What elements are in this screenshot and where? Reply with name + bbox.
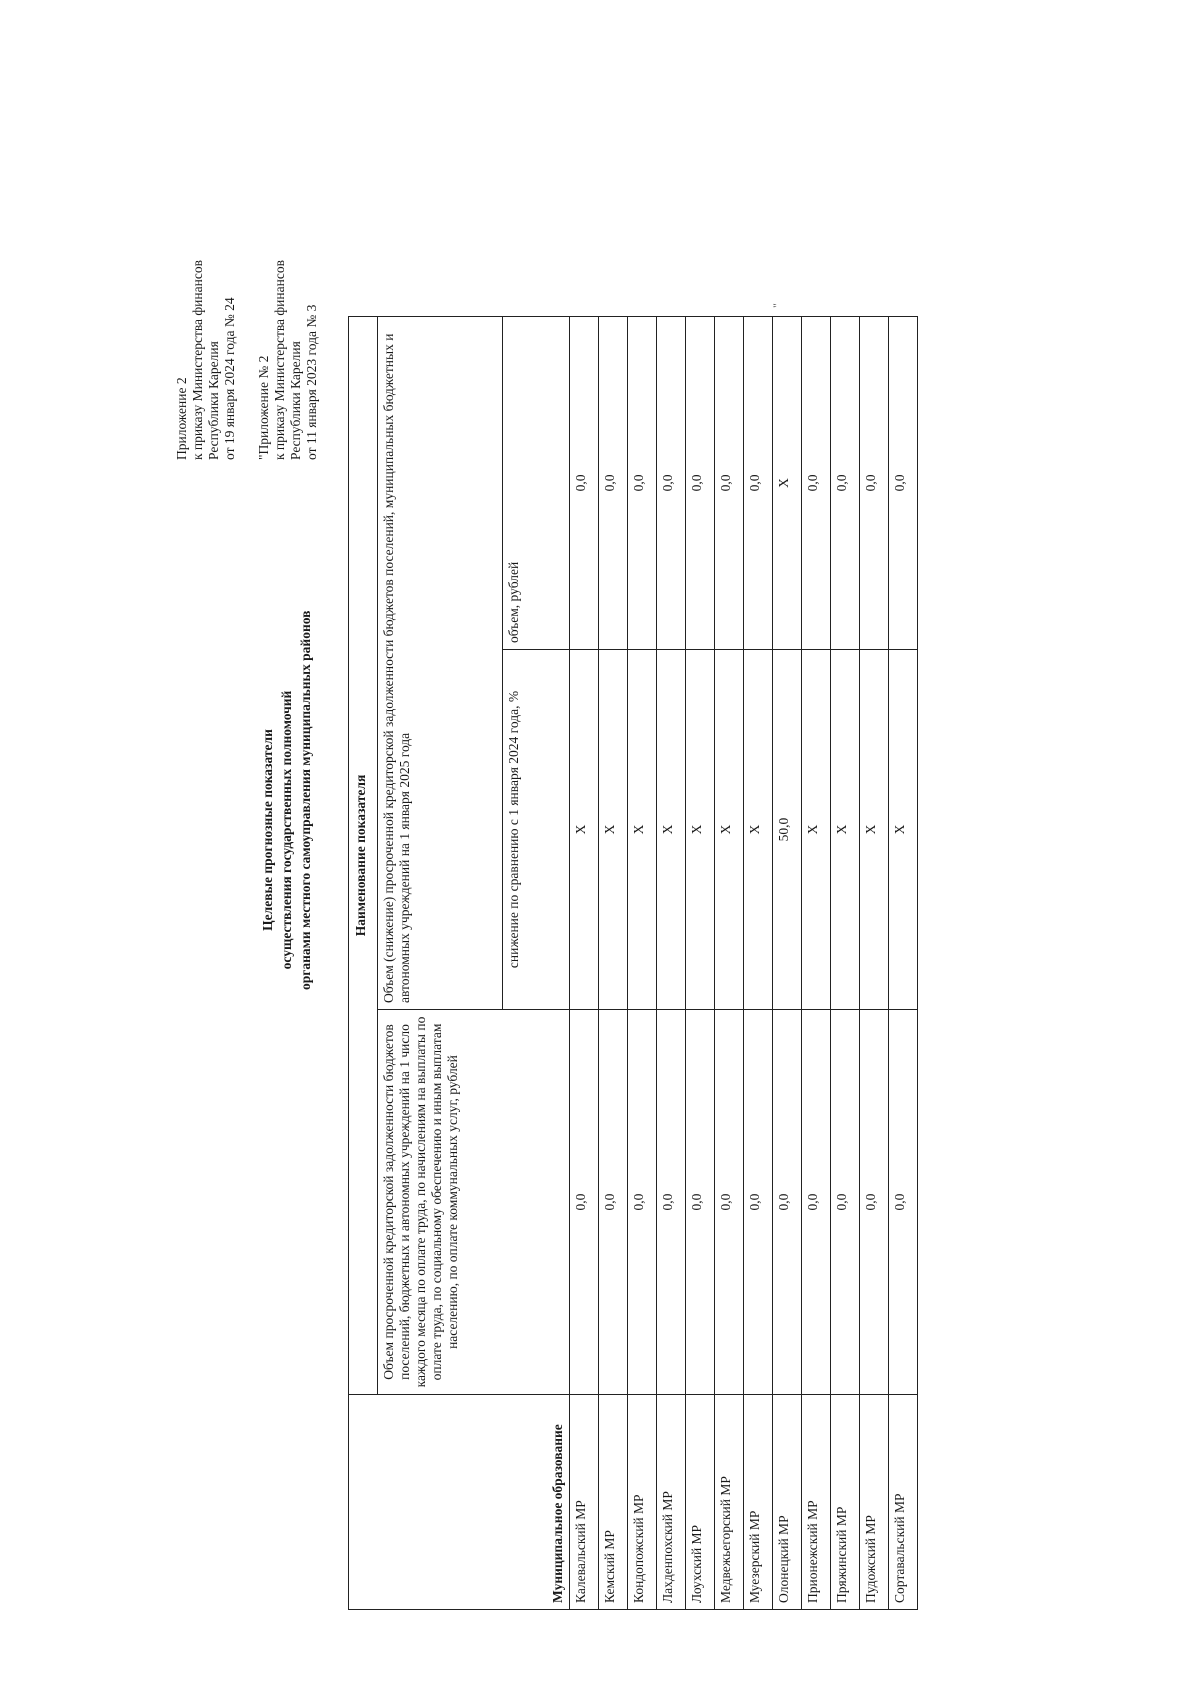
municipality-name: Лахденпохский МР — [657, 1395, 686, 1610]
table-row — [773, 316, 802, 1609]
reduction-percent-value: X — [744, 650, 773, 1010]
volume-rubles-value: 0,0 — [570, 316, 599, 649]
overdue-debt-value: 0,0 — [657, 1010, 686, 1395]
municipality-name: Прионежский МР — [802, 1395, 831, 1610]
table-row — [657, 316, 686, 1609]
approval-line: Республики Карелия — [288, 341, 303, 460]
reduction-percent-value: 50,0 — [773, 650, 802, 1010]
municipality-name: Лоухский МР — [686, 1395, 715, 1610]
municipality-name: Олонецкий МР — [773, 1395, 802, 1610]
table-row — [831, 316, 860, 1609]
header-municipality: Муниципальное образование — [349, 1395, 570, 1610]
rotated-page — [170, 50, 907, 1610]
municipality-name: Пряжинский МР — [831, 1395, 860, 1610]
municipality-name: Муезерский МР — [744, 1395, 773, 1610]
volume-rubles-value: 0,0 — [599, 316, 628, 649]
volume-rubles-value: 0,0 — [889, 316, 918, 649]
table-row — [628, 316, 657, 1609]
table-row — [715, 316, 744, 1609]
overdue-debt-value: 0,0 — [715, 1010, 744, 1395]
volume-rubles-value: 0,0 — [657, 316, 686, 649]
closing-quote-mark: " — [770, 303, 784, 308]
volume-rubles-value: 0,0 — [860, 316, 889, 649]
reduction-percent-value: X — [889, 650, 918, 1010]
table-row — [599, 316, 628, 1609]
overdue-debt-value: 0,0 — [628, 1010, 657, 1395]
table-body — [570, 316, 918, 1609]
approval-line: Республики Карелия — [206, 341, 221, 460]
volume-rubles-value: 0,0 — [744, 316, 773, 649]
table-row — [860, 316, 889, 1609]
overdue-debt-value: 0,0 — [599, 1010, 628, 1395]
header-volume-rubles: объем, рублей — [503, 316, 570, 649]
approval-line: Приложение 2 — [174, 377, 189, 460]
table-row — [889, 316, 918, 1609]
reduction-percent-value: X — [715, 650, 744, 1010]
overdue-debt-value: 0,0 — [686, 1010, 715, 1395]
reduction-percent-value: X — [570, 650, 599, 1010]
overdue-debt-value: 0,0 — [744, 1010, 773, 1395]
volume-rubles-value: 0,0 — [715, 316, 744, 649]
volume-rubles-value: 0,0 — [628, 316, 657, 649]
volume-rubles-value: 0,0 — [831, 316, 860, 649]
reduction-percent-value: X — [599, 650, 628, 1010]
volume-rubles-value: 0,0 — [802, 316, 831, 649]
municipality-name: Кондопожский МР — [628, 1395, 657, 1610]
title-line: осуществления государственных полномочий — [279, 690, 294, 970]
table-row — [744, 316, 773, 1609]
reduction-percent-value: X — [860, 650, 889, 1010]
municipality-name: Сортавальский МР — [889, 1395, 918, 1610]
title-line: Целевые прогнозные показатели — [260, 729, 275, 931]
document-title — [258, 610, 315, 990]
approval-line: к приказу Министерства финансов — [272, 260, 287, 460]
municipality-name: Медвежьегорский МР — [715, 1395, 744, 1610]
table-row — [570, 316, 599, 1609]
overdue-debt-value: 0,0 — [860, 1010, 889, 1395]
municipality-name: Калевальский МР — [570, 1395, 599, 1610]
approval-line: от 11 января 2023 года № 3 — [304, 304, 319, 460]
reduction-percent-value: X — [657, 650, 686, 1010]
header-indicator-name: Наименование показателя — [349, 316, 378, 1394]
volume-rubles-value: X — [773, 316, 802, 649]
overdue-debt-value: 0,0 — [831, 1010, 860, 1395]
approval-line: "Приложение № 2 — [256, 355, 271, 460]
reduction-percent-value: X — [802, 650, 831, 1010]
municipality-name: Кемский МР — [599, 1395, 628, 1610]
header-overdue-debt-monthly: Объем просроченной кредиторской задолженности бюджетов поселений, бюджетных и автономных учреждений на 1 число каждого месяца по оплате труда, по начислениям на выплаты по оплате труда, по социальному обеспечению и иным выплатам населению, по оплате коммунальных услуг, рублей — [378, 1010, 570, 1395]
header-overdue-debt-2025: Объем (снижение) просроченной кредиторской задолженности бюджетов поселений, муниципальных бюджетных и автономных учреждений на 1 января 2025 года — [378, 316, 503, 1009]
reduction-percent-value: X — [686, 650, 715, 1010]
table-row — [686, 316, 715, 1609]
volume-rubles-value: 0,0 — [686, 316, 715, 649]
overdue-debt-value: 0,0 — [773, 1010, 802, 1395]
overdue-debt-value: 0,0 — [802, 1010, 831, 1395]
reduction-percent-value: X — [628, 650, 657, 1010]
approval-block-previous — [256, 260, 320, 460]
indicators-table — [348, 316, 918, 1610]
title-line: органами местного самоуправления муниципальных районов — [298, 610, 313, 990]
approval-line: от 19 января 2024 года № 24 — [222, 297, 237, 460]
approval-line: к приказу Министерства финансов — [190, 260, 205, 460]
reduction-percent-value: X — [831, 650, 860, 1010]
header-reduction-percent: снижение по сравнению с 1 января 2024 года, % — [503, 650, 570, 1010]
table-row — [802, 316, 831, 1609]
overdue-debt-value: 0,0 — [570, 1010, 599, 1395]
overdue-debt-value: 0,0 — [889, 1010, 918, 1395]
approval-block-current — [174, 260, 238, 460]
municipality-name: Пудожский МР — [860, 1395, 889, 1610]
